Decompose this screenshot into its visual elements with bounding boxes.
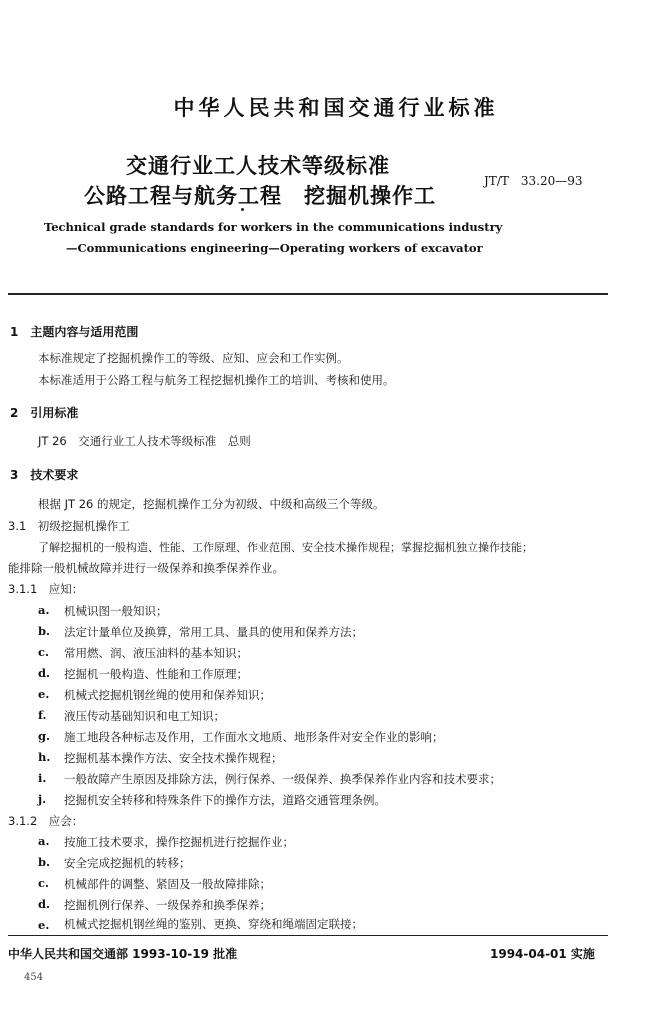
- list-item-text: 机械识图一般知识；: [64, 604, 168, 618]
- english-title-line1: Technical grade standards for workers in the communications industry: [44, 220, 503, 234]
- section-3-heading: 3 技术要求: [10, 468, 79, 482]
- list-item-text: 安全完成挖掘机的转移；: [64, 856, 191, 870]
- section-3-1-paragraph-2: 能排除一般机械故障并进行一级保养和换季保养作业。: [8, 561, 284, 575]
- list-item-letter: j.: [38, 792, 47, 806]
- section-3-1-2-heading: 3.1.2 应会：: [8, 814, 84, 828]
- implementation-date: 1994-04-01 实施: [490, 947, 595, 961]
- approval-note: 中华人民共和国交通部 1993-10-19 批准: [8, 947, 238, 961]
- section-3-1-1-heading: 3.1.1 应知：: [8, 582, 84, 596]
- list-item-letter: i.: [38, 771, 47, 785]
- section-1-paragraph-2: 本标准适用于公路工程与航务工程挖掘机操作工的培训、考核和使用。: [38, 373, 395, 387]
- list-item-text: 挖掘机安全转移和特殊条件下的操作方法，道路交通管理条例。: [64, 793, 386, 807]
- list-item-text: 机械式挖掘机钢丝绳的鉴别、更换、穿绕和绳端固定联接；: [64, 917, 363, 931]
- section-1-heading: 1 主题内容与适用范围: [10, 325, 139, 339]
- list-item-text: 法定计量单位及换算，常用工具、量具的使用和保养方法；: [64, 625, 363, 639]
- section-3-1-heading: 3.1 初级挖掘机操作工: [8, 519, 130, 533]
- list-item-text: 挖掘机例行保养、一级保养和换季保养；: [64, 898, 271, 912]
- list-item-text: 挖掘机一般构造、性能和工作原理；: [64, 667, 248, 681]
- list-item-text: 机械部件的调整、紧固及一般故障排除；: [64, 877, 271, 891]
- list-item-letter: f.: [38, 708, 47, 722]
- section-3-1-paragraph-1: 了解挖掘机的一般构造、性能、工作原理、作业范围、安全技术操作规程；掌握挖掘机独立操作技能；: [38, 541, 533, 554]
- list-item-letter: c.: [38, 876, 50, 890]
- top-divider: [8, 293, 608, 295]
- list-item-letter: a.: [38, 603, 50, 617]
- list-item-letter: a.: [38, 834, 50, 848]
- list-item-text: 液压传动基础知识和电工知识；: [64, 709, 225, 723]
- section-2-paragraph-1: JT 26 交通行业工人技术等级标准 总则: [38, 434, 251, 448]
- list-item-letter: e.: [38, 918, 50, 932]
- section-3-paragraph-1: 根据 JT 26 的规定，挖掘机操作工分为初级、中级和高级三个等级。: [38, 497, 385, 511]
- list-item-letter: b.: [38, 624, 51, 638]
- list-item-text: 一般故障产生原因及排除方法，例行保养、一级保养、换季保养作业内容和技术要求；: [64, 772, 501, 786]
- page-number: 454: [24, 972, 44, 983]
- list-item-text: 常用燃、润、液压油料的基本知识；: [64, 646, 248, 660]
- section-2-heading: 2 引用标准: [10, 406, 79, 420]
- standard-header: 中华人民共和国交通行业标准: [173, 96, 499, 120]
- standard-code: JT/T 33.20—93: [484, 174, 583, 188]
- list-item-letter: c.: [38, 645, 50, 659]
- list-item-letter: d.: [38, 666, 51, 680]
- list-item-text: 挖掘机基本操作方法、安全技术操作规程；: [64, 751, 283, 765]
- list-item-letter: d.: [38, 897, 51, 911]
- list-item-text: 机械式挖掘机钢丝绳的使用和保养知识；: [64, 688, 271, 702]
- english-title-line2: —Communications engineering—Operating workers of excavator: [66, 241, 483, 255]
- bottom-divider: [8, 935, 608, 936]
- page-title-line2: 公路工程与航务工程 挖掘机操作工: [84, 184, 436, 208]
- list-item-text: 施工地段各种标志及作用，工作面水文地质、地形条件对安全作业的影响；: [64, 730, 444, 744]
- page-title-line1: 交通行业工人技术等级标准: [126, 154, 390, 178]
- decorative-dot: [241, 208, 244, 211]
- section-1-paragraph-1: 本标准规定了挖掘机操作工的等级、应知、应会和工作实例。: [38, 351, 349, 365]
- list-item-letter: b.: [38, 855, 51, 869]
- list-item-text: 按施工技术要求，操作挖掘机进行挖掘作业；: [64, 835, 294, 849]
- list-item-letter: g.: [38, 729, 51, 743]
- list-item-letter: e.: [38, 687, 50, 701]
- list-item-letter: h.: [38, 750, 51, 764]
